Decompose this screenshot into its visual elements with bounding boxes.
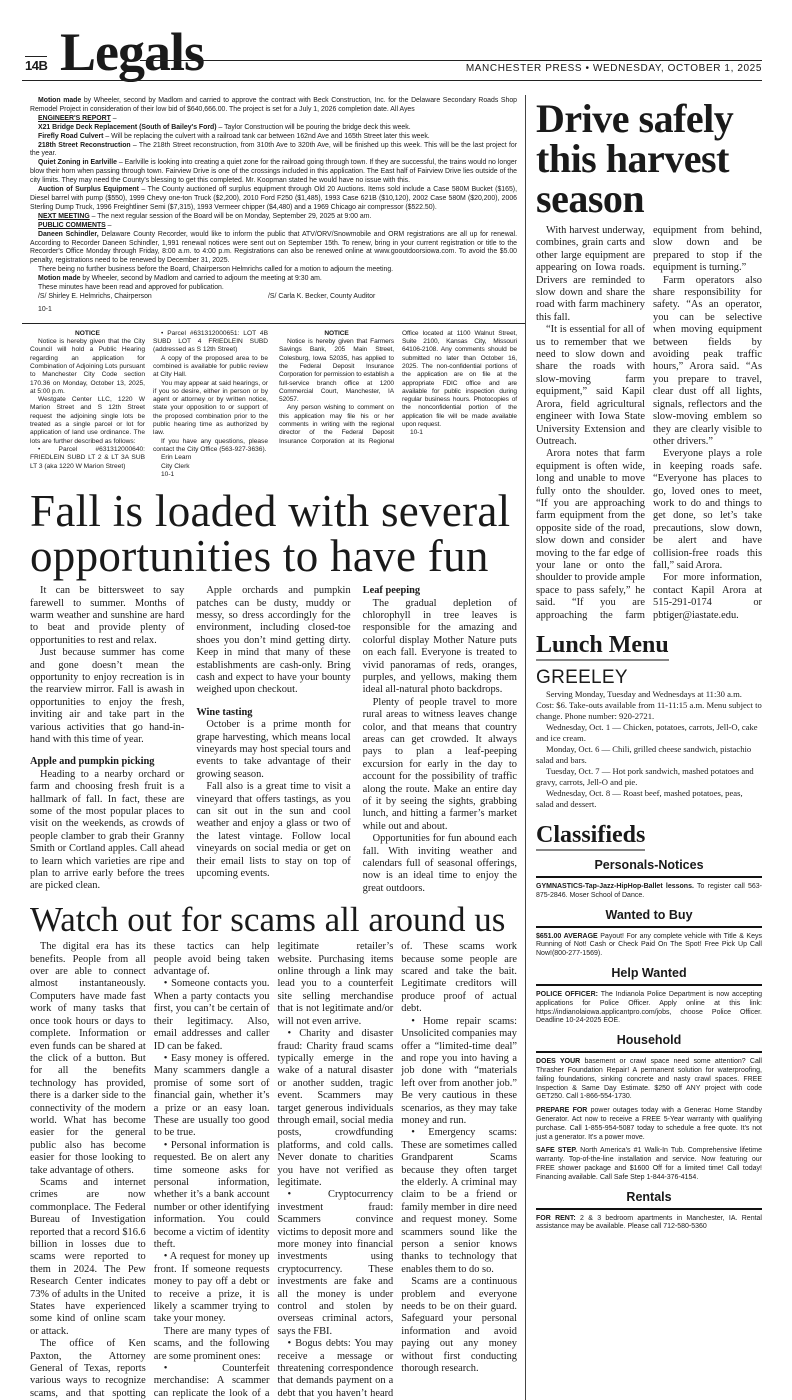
article-paragraph: Everyone plays a role in keeping roads safe. “Everyone has places to go, loved ones to meet, work to do and things to get done, so let’s take precautions, slow down, be alert and have collision-free roads this fall,” said Arora. (653, 448, 762, 571)
minutes-lead: 218th Street Reconstruction (38, 141, 131, 149)
article-paragraph: Plenty of people travel to more rural areas to witness leaves change color, and that means that country areas can get crowded. It always pays to plan a leaf-peeping excursion for early in the day to account for the possibility of traffic along the route. Make an entire day of it by seeing the sights, grabbing lunch, and hitting a farmer’s market while out and about. (362, 696, 517, 832)
article-paragraph: Farm operators also share responsibility for safety. “As an operator, you can be selective when moving equipment between fields by avoiding peak traffic hours,” Arora said. “As you prepare to travel, clear dust off all lights, signals, reflectors and the slow-moving emblem so they are clearly visible to other drivers.” (653, 274, 762, 447)
article-paragraph: Serving Monday, Tuesday and Wednesdays at 11:30 a.m. Cost: $6. Take-outs available from 11-11:15 a.m. Menu subject to change. Phone number: 920-2721. (536, 689, 762, 721)
subheading: Wine tasting (196, 706, 253, 718)
minutes-paragraph (30, 266, 517, 275)
subheading: Apple and pumpkin picking (30, 756, 155, 768)
article-paragraph: • Bogus debts: You may receive a message or threatening correspondence that demands payment on a debt that you haven’t heard of. These scams work because some people are scared and take the bait. Legitimate creditors will produce proof of actual debt. (277, 941, 517, 1399)
minutes-text: There being no further business before the Board, Chairperson Helmrichs called for a motion to adjourn the meeting. (38, 266, 394, 274)
article-paragraph: Just because summer has come and gone doesn’t mean the opportunity to enjoy recreation is in the rearview mirror. Fall is awash in opportunities to enjoy the fresh, inviting air and take part in the various activities that go hand-in-hand with this time of year. (30, 647, 185, 745)
classified-section-personals-notices: Personals-Notices (536, 858, 762, 878)
article-paragraph: • A request for money up front. If someone requests money to pay off a debt or to receive a prize, it is likely a scammer trying to take your money. (153, 1251, 270, 1325)
drive-safely-article (536, 225, 762, 622)
minutes-paragraph (30, 222, 517, 231)
classified-ad (536, 1107, 762, 1142)
article-paragraph: Opportunities for fun abound each fall. With inviting weather and calendars full of seasonal offerings, now is an ideal time to enjoy the great outdoors. (362, 833, 517, 894)
ad-text: To register call 563-875-2846. Moser School of Dance. (536, 883, 762, 899)
minutes-paragraph (30, 142, 517, 160)
notice-paragraph: Westgate Center LLC, 1220 W Marion Street and S 12th Street request the adjoining single lots be treated as a single parcel or lot for application of land use ordinance. The lots are further described as follows: (30, 396, 145, 445)
article-paragraph: • Someone contacts you. When a party contacts you first, you can’t be certain of their legitimacy. Also, email addresses and caller ID can be faked. (153, 978, 270, 1052)
article-paragraph: There are many types of scams, and the following are some prominent ones: (153, 1325, 270, 1362)
minutes-paragraph (30, 186, 517, 213)
article-paragraph: The office of Ken Paxton, the Attorney General of Texas, reports various ways to recognize scams, and that spotting these tactics can help people avoid being taken advantage of. (30, 941, 270, 1399)
fall-headline: Fall is loaded with several opportunities to have fun (30, 486, 511, 582)
article-paragraph: • Home repair scams: Unsolicited companies may offer a “limited-time deal” and rope you into having a job done with “materials left over from another job.” Be very cautious in these scenarios, as they may take money and run. (401, 1015, 517, 1126)
article-paragraph: Tuesday, Oct. 7 — Hot pork sandwich, mashed potatoes and gravy, carrots, Jell-O and pie. (536, 766, 754, 787)
lunch-menu-title: Lunch Menu (536, 632, 669, 661)
notice-paragraph: • Parcel #631312000640: FRIEDLEIN SUBD LT 2 & LT 3A SUB LT 3 (aka 1220 W Marion Street) (30, 445, 145, 470)
article-paragraph: • Counterfeit merchandise: A scammer can replicate the look of a legitimate retailer’s website. Purchasing items online through a link may lead you to a counterfeit site selling merchandise that is not legitimate and/or will not even arrive. (153, 941, 394, 1399)
minutes-paragraph (30, 115, 517, 124)
ad-text: Payout! For any complete vehicle with Title & Keys Running of Not! Cash or Check Paid On The Spot! Free Pick Up Call Now!(800-277-1569). (536, 932, 762, 958)
article-paragraph: Wednesday, Oct. 1 — Chicken, potatoes, carrots, Jell-O, cake and ice cream. (536, 722, 758, 743)
ad-text: power outages today with a Generac Home Standby Generator. Act now to receive a FREE 5-Year warranty with qualifying purchase. Call 1-855-954-5087 today to schedule a free quote. It's not just a generator. It's a power move. (536, 1107, 762, 1141)
notice-paragraph: 10-1 (161, 470, 175, 478)
scams-article (30, 941, 517, 1400)
header-divider (22, 80, 762, 81)
ad-lead: SAFE STEP. (536, 1147, 578, 1155)
minutes-text: These minutes have been read and approved for publication. (38, 284, 224, 292)
minutes-lead: Motion made (38, 275, 81, 283)
article-paragraph: Arora notes that farm equipment is often wide, long and unable to move fully onto the shoulder. “If you are approaching farm equipment from the opposite side of the road, slow down and consider moving to the far edge of your lane or onto the shoulder to provide ample space to pass safely,” he said. “If you are approaching the farm equipment from behind, slow down and be prepared to stop if the equipment is turning.” (536, 225, 762, 621)
ad-text: The Indianola Police Department is now accepting applications for Police Officer. Apply online at this link: https://indianolaiowa.applicantpro.com/jobs, choose Police Officer. Deadline 10-24-2025 EOE. (536, 990, 762, 1025)
minutes-text: – Earlville is looking into creating a quiet zone for the railroad going through town. If they are successful, the trains would no longer blow their horn when passing through town. Fairview Drive is one of the crossings included in this application. The East half of Fairview Drive lies outside of the city limits. They may need the County's blessing to get this completed. Mr. Koopman stated he would have no issue with this. (30, 159, 517, 185)
ad-lead: DOES YOUR (536, 1058, 581, 1066)
ad-lead: $651.00 AVERAGE (536, 932, 598, 940)
article-paragraph: “It is essential for all of us to remember that we need to slow down and share the roads with slow-moving farm equipment,” said Kapil Arora, field agricultural engineer with Iowa State University Extension and Outreach. (536, 324, 645, 447)
minutes-lead: X21 Bridge Deck Replacement (South of Bailey's Ford) (38, 123, 217, 131)
minutes-heading: PUBLIC COMMENTS (38, 221, 106, 229)
article-paragraph: For more information, contact Kapil Arora at 515-291-0174 or pbtiger@iastate.edu. (653, 572, 762, 621)
minutes-lead: Firefly Road Culvert (38, 132, 104, 140)
page-number: 14B (25, 58, 48, 73)
minutes-text: by Wheeler, second by Madlom and carried to approve the contract with Beck Construction, Inc. for the Delaware Secondary Roads Shop Remodel Project in consideration of their low bid of $640,666.00. The project is set for a July 1, 2026 completion date. All Ayes (30, 97, 517, 113)
notice-paragraph: 10-1 (410, 429, 423, 437)
ad-lead: FOR RENT: (536, 1214, 576, 1222)
classified-ad (536, 1215, 762, 1233)
fdic-notice (279, 330, 517, 479)
notice-paragraph: Notice is hereby given that Farmers Savings Bank, 205 Main Street, Colesburg, Iowa 52035, has applied to the Federal Deposit Insurance Corporation for permission to establish a full-service branch office at 1200 Commercial Court, Manchester, IA 52057. (279, 338, 394, 404)
minutes-text: – Taylor Construction will be pouring the bridge deck this week. (216, 123, 411, 131)
minutes-paragraph (30, 284, 517, 293)
notice-paragraph: Erin Learn (161, 454, 192, 462)
article-paragraph: • Charity and disaster fraud: Charity fraud scams typically emerge in the wake of a natural disaster or another sudden, tragic event. Scammers may target generous individuals through email, social media posts, crowdfunding platforms, and cold calls. Never donate to charities you have not verified as legitimate. (277, 1028, 394, 1188)
notice-paragraph: City Clerk (161, 462, 190, 470)
city-council-notice (30, 330, 268, 479)
drive-safely-headline: Drive safely this harvest season (536, 96, 734, 221)
right-column (526, 95, 762, 1237)
minutes-paragraph (30, 213, 517, 222)
classified-ad (536, 883, 762, 901)
minutes-code: 10-1 (38, 305, 52, 313)
notice-paragraph: If you have any questions, please contact the City Office (563-927-3636). (153, 437, 268, 453)
minutes-paragraph (30, 133, 517, 142)
article-paragraph: • Cryptocurrency investment fraud: Scammers convince victims to deposit more and more money into financial investments using cryptocurrency. These investments are fake and all the money is under control and stolen by overseas criminal actors, says the FBI. (277, 1189, 394, 1337)
classifieds-title: Classifieds (536, 822, 645, 851)
left-column (22, 95, 526, 1400)
article-paragraph: Fall also is a great time to visit a vineyard that offers tastings, as you can sit out in the sun and cool weather and enjoy a glass or two of the latest vintage. Follow local vineyards on social media or get on their email lists to stay on top of upcoming events. (196, 781, 351, 880)
article-paragraph: It can be bittersweet to say farewell to summer. Months of warm weather and sunshine are hard to beat and provide plenty of opportunities to rest and relax. (30, 585, 185, 646)
header-rule (140, 60, 762, 61)
article-paragraph: October is a prime month for grape harvesting, which means local vineyards may host special tours and events to take advantage of their growing season. (196, 719, 351, 780)
minutes-text: Delaware County Recorder, would like to inform the public that ATV/ORV/Snowmobile and ORM registrations are all up for renewal. According to Recorder Daneen Schindler, 1,991 renewal notices were sent out on September 15th. To renew, bring in your current registration or title to the Recorder's Office Monday through Friday, 8:00 a.m. to 4:00 p.m. Registrations can also be renewed online at www.gooutdoorsiowa.com. To avoid the $5.00 penalty, registrations need to be renewed by December 31, 2025. (30, 230, 517, 265)
minutes-heading: NEXT MEETING (38, 212, 90, 220)
minutes-paragraph (30, 159, 517, 186)
classified-ad (536, 933, 762, 959)
section-title: Legals (60, 22, 205, 82)
minutes-text: by Wheeler, second by Madlom and carried to adjourn the meeting at 9:30 am. (80, 275, 322, 283)
classified-section-household: Household (536, 1033, 762, 1053)
minutes-text: – The next regular session of the Board will be on Monday, September 29, 2025 at 9:00 am. (89, 212, 372, 220)
lunch-menu-body (536, 689, 762, 810)
ad-text: North America's #1 Walk-In Tub. Comprehensive lifetime warranty. Top-of-the-line installation and service. Now featuring our FREE shower package and $1600 Off for a limited time! Call today! Financing available. Call Safe Step 1-844-376-4154. (536, 1147, 762, 1181)
classified-ad (536, 1058, 762, 1102)
article-paragraph: Scams and internet crimes are now commonplace. The Federal Bureau of Investigation reported that a record $16.6 billion in losses due to scams were reported to them in 2024. The Pew Research Center indicates 73% of adults in the United States have experienced some kind of online scam or attack. (30, 1176, 146, 1337)
notice-title: NOTICE (324, 329, 349, 337)
lunch-location: GREELEY (536, 667, 628, 688)
minutes-paragraph (30, 231, 517, 267)
notice-paragraph: You may appear at said hearings, or if you so desire, either in person or by agent or attorney or by written notice, state your opposition to or support of the proposed combination prior to the public hearing time as authorized by law. (153, 379, 268, 437)
minutes-paragraph (30, 124, 517, 133)
minutes-lead: Quiet Zoning in Earlville (38, 159, 117, 167)
notice-paragraph: A copy of the proposed area to be combined is available for public review at City Hall. (153, 354, 268, 379)
page-body (22, 95, 762, 1400)
ad-lead: GYMNASTICS-Tap-Jazz-HipHop-Ballet lessons. (536, 883, 694, 890)
minutes-paragraph (30, 97, 517, 115)
article-paragraph: • Easy money is offered. Many scammers dangle a promise of some sort of financial gain, whether it’s a prize or an easy loan. These are usually too good to be true. (153, 1052, 270, 1139)
notice-title: NOTICE (75, 329, 100, 337)
article-paragraph: With harvest underway, combines, grain carts and other large equipment are appearing on Iowa roads. Drivers are reminded to slow down and share the road with farm machinery this fall. (536, 225, 645, 323)
minutes-divider (22, 323, 525, 324)
article-paragraph: Apple orchards and pumpkin patches can be dusty, muddy or messy, so dress accordingly for the environment, including closed-toe shoes you don’t mind getting dirty. Keep in mind that many of these establishments are cash-only. Bring cash and expect to have your bounty weighed upon checkout. (196, 585, 351, 696)
legal-notices (30, 330, 517, 479)
minutes-text: – (110, 114, 117, 122)
fall-article (30, 585, 517, 895)
ad-text: 2 & 3 bedroom apartments in Manchester, IA. Rental assistance may be available. Please call 712-580-5360 (536, 1214, 762, 1231)
minutes-text: – (105, 221, 112, 229)
article-paragraph: Wednesday, Oct. 8 — Roast beef, mashed potatoes, peas, salad and dessert. (536, 788, 743, 809)
signature-chair: /S/ Shirley E. Helmrichs, Chairperson (38, 292, 152, 300)
scams-headline: Watch out for scams all around us (30, 900, 506, 940)
ad-text: basement or crawl space need some attention? Call Thrasher Foundation Repair! A permanent solution for waterproofing, failing foundations, sinking concrete and nasty crawl spaces. FREE Inspection & Same Day Estimate. $250 off ANY project with code GET250. Call 1-866-554-1730. (536, 1058, 762, 1101)
article-paragraph: Monday, Oct. 6 — Chili, grilled cheese sandwich, pistachio salad and bars. (536, 744, 752, 765)
dateline: MANCHESTER PRESS • WEDNESDAY, OCTOBER 1, 2025 (465, 63, 762, 74)
subheading: Leaf peeping (362, 585, 421, 597)
ad-lead: PREPARE FOR (536, 1107, 588, 1115)
classified-section-wanted-to-buy: Wanted to Buy (536, 908, 762, 928)
minutes-heading: ENGINEER'S REPORT (38, 114, 111, 122)
classified-section-rentals: Rentals (536, 1190, 762, 1210)
classified-ad (536, 1147, 762, 1182)
minutes-lead: Daneen Schindler, (38, 230, 99, 238)
article-paragraph: The digital era has its benefits. People from all over are able to connect almost instantaneously. Computers have made fast work of many tasks that once took hours or days to complete. Information or even funds can be shared at the click of a button. But for all the benefits technology has provided, there is a darker side to the connectivity of the modern world. What has become easier for the general public also has become easier for those looking to take advantage of others. (30, 941, 146, 1176)
minutes-text: – Will be replacing the culvert with a railroad tank car between 162nd Ave and 165th Street later this week. (103, 132, 430, 140)
minutes-text: – The 218th Street reconstruction, from 310th Ave to 320th Ave, will be finished up this week. This will be the last project for the year. (30, 141, 517, 158)
minutes-text: – The County auctioned off surplus equipment through Old 20 Auctions. Items sold include a Case 580M Bucket ($165), Diesel barrel with pump ($550), 1999 Chevy one-ton Truck ($2,200), 2010 Ford F250 ($1,485), 1993 Case 621B ($10,120), 2002 Case 580M ($20,200), 2006 Sterling Dump Truck, 1996 Freightliner Semi ($7,315), 1993 Vermeer chipper ($4,480) and a 1969 Chicago air compressor ($522.50). (30, 186, 517, 211)
minutes-lead: Motion made (38, 97, 82, 104)
minutes-paragraph (30, 275, 517, 284)
article-paragraph: The gradual depletion of chlorophyll in tree leaves is responsible for the amazing and colorful display Mother Nature puts on each fall. Everyone is treated to vivid panoramas of reds, oranges, purples, and yellows, making them ideal all-natural photo backdrops. (362, 597, 517, 696)
classified-ad (536, 991, 762, 1026)
board-minutes (30, 97, 517, 315)
article-paragraph: Heading to a nearby orchard or farm and choosing fresh fruit is a hallmark of fall. In fact, these are some of the most popular places to visit on the weekends, as crowds of people clamber to grab their Granny Smith or Cortland apples. Call ahead to learn which varieties are ripe and plan to arrive early before the trees are picked clean. (30, 768, 185, 892)
minutes-signatures (30, 293, 517, 302)
ad-lead: POLICE OFFICER: (536, 990, 598, 998)
classifieds-list (536, 858, 762, 1232)
notice-paragraph: Any person wishing to comment on this application may file his or her comments in writing with the regional director of the Federal Deposit Insurance Corporation at its Regional Office located at 1100 Walnut Street, Suite 2100, Kansas City, Missouri 64106-2108. Any comments should be submitted no later than October 16, 2025. The non-confidential portions of the application are on file at the appropriate FDIC office and are available for public inspection during regular business hours. Photocopies of the nonconfidential portion of the application file will be made available upon request. (279, 329, 517, 445)
notice-paragraph: • Parcel #631312000651: LOT 4B SUBD LOT 4 FRIEDLEIN SUBD (addressed as S 12th Street) (153, 329, 268, 354)
article-paragraph: • Emergency scams: These are sometimes called Grandparent Scams because they often target the elderly. A criminal may claim to be a friend or family member in dire need and request money. Some scammers sound like the person a senior knows thanks to technology that enables them to do so. (401, 1127, 517, 1275)
article-paragraph: Scams are a continuous problem and everyone needs to be on their guard. Safeguard your personal information and avoid paying out any money without first conducting thorough research. (401, 1276, 517, 1375)
article-paragraph: • Personal information is requested. Be on alert any time someone asks for personal information, whether it’s a bank account number or other identifying information. You could become a victim of identity theft. (153, 1139, 270, 1250)
minutes-lead: Auction of Surplus Equipment (38, 186, 139, 194)
signature-auditor: /S/ Carla K. Becker, County Auditor (268, 292, 376, 300)
notice-paragraph: Notice is hereby given that the City Council will hold a Public Hearing regarding an application for Combination of Adjoining Lots pursuant to Manchester City Code section 170.36 on Monday, October 13, 2025, at 5:00 p.m. (30, 338, 145, 395)
classified-section-help-wanted: Help Wanted (536, 966, 762, 986)
